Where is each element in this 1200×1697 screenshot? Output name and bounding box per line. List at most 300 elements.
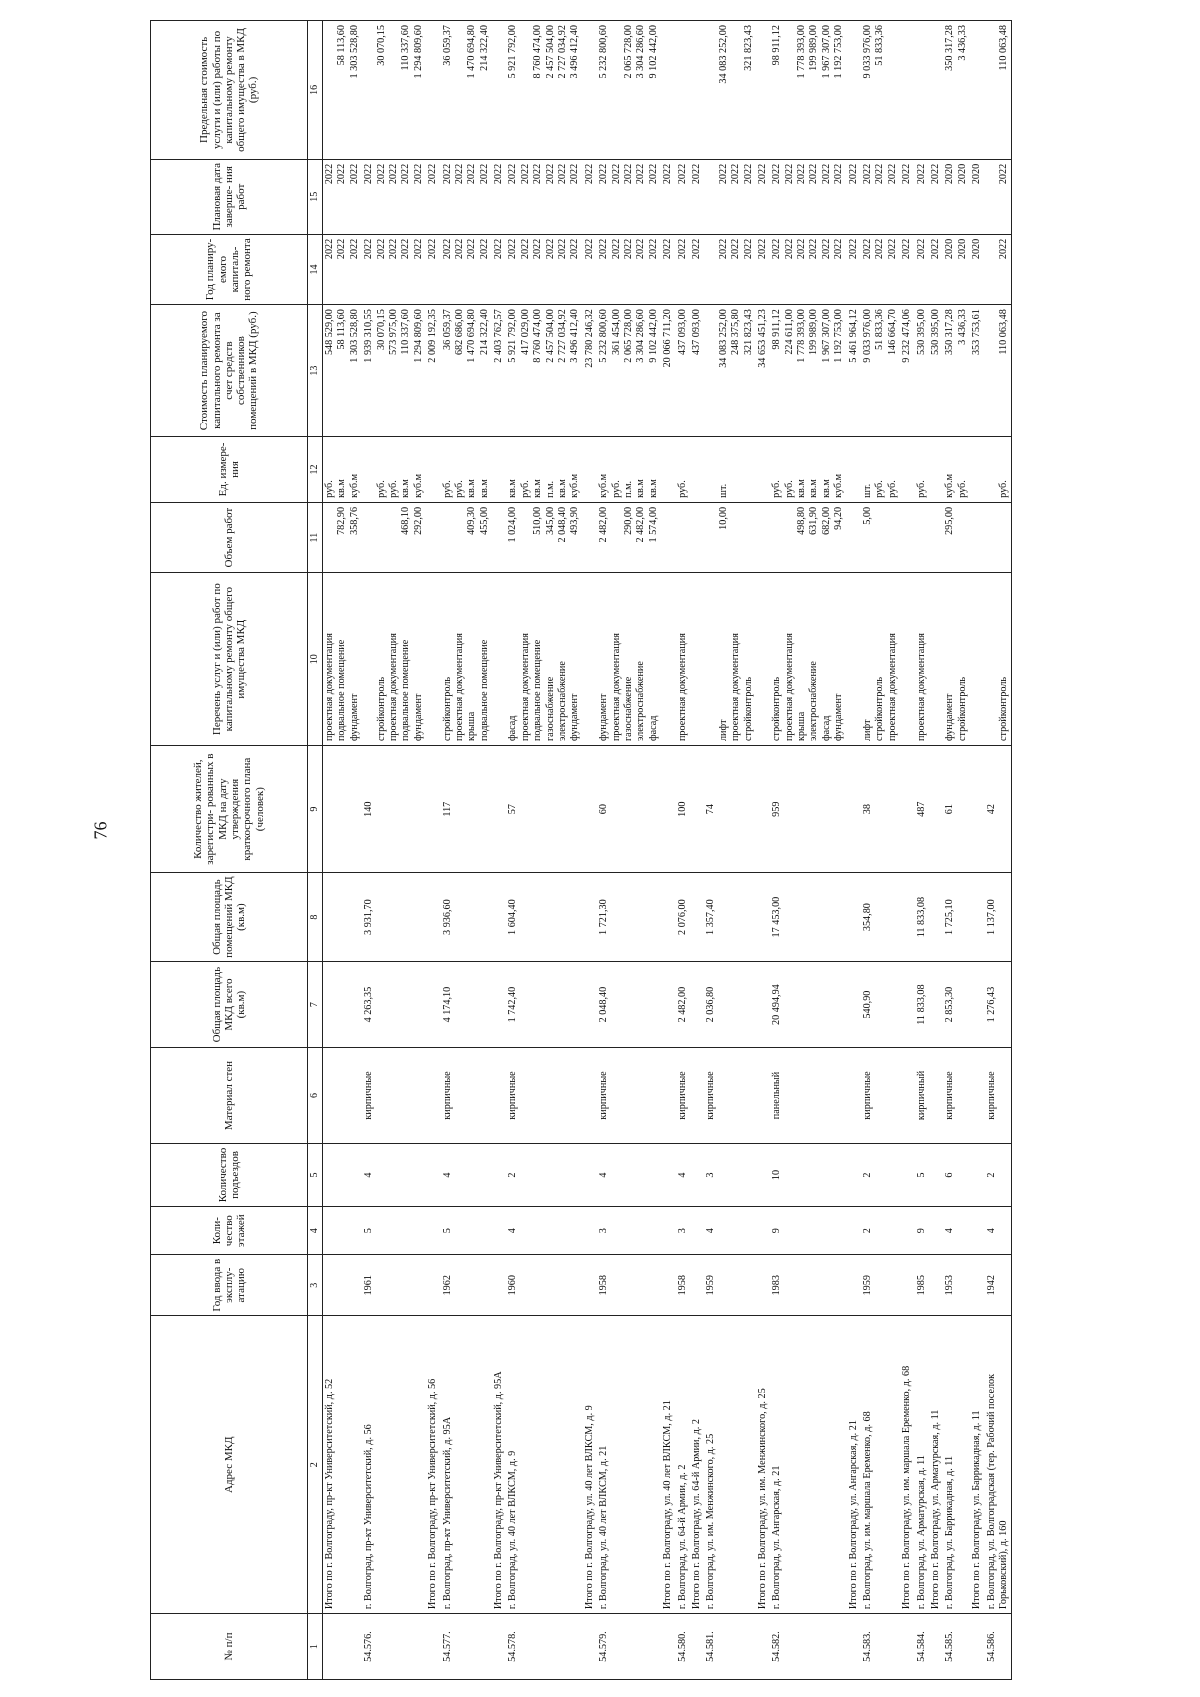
cell-residents bbox=[704, 746, 756, 873]
cell-volume-line: 1 574,00 bbox=[647, 506, 659, 543]
cell-volume-line bbox=[957, 507, 969, 568]
cell-end-year-line: 2022 bbox=[493, 163, 505, 185]
cell-cost bbox=[323, 305, 363, 437]
cell-plan-year-line: 2022 bbox=[387, 238, 399, 260]
cell-floors bbox=[900, 1207, 914, 1255]
table-row-building bbox=[770, 21, 846, 1680]
column-header: Ед. измере- ния bbox=[151, 437, 308, 503]
cell-year-built bbox=[492, 1255, 506, 1316]
cell-end-year bbox=[985, 159, 1012, 234]
cell-end-year-line: 2020 bbox=[971, 163, 983, 185]
cell-plan-year bbox=[985, 234, 1012, 304]
cell-number-value bbox=[848, 1618, 860, 1675]
cell-plan-year-line: 2022 bbox=[336, 238, 348, 260]
cell-limit-cost-line: 36 059,37 bbox=[441, 25, 453, 66]
cell-unit bbox=[492, 437, 506, 503]
cell-plan-year bbox=[362, 234, 426, 304]
column-number: 2 bbox=[308, 1316, 323, 1614]
cell-area-total-value: 540,90 bbox=[862, 990, 874, 1019]
cell-wall-material-value bbox=[662, 1052, 674, 1138]
cell-unit bbox=[506, 437, 582, 503]
cell-entrances-value bbox=[324, 1148, 336, 1203]
cell-entrances bbox=[362, 1143, 426, 1207]
cell-limit-cost-line: 2 065 728,00 bbox=[622, 25, 634, 79]
cell-unit-line: кв.м bbox=[532, 479, 544, 498]
cell-volume-line: 358,76 bbox=[348, 506, 360, 535]
cell-residents bbox=[900, 746, 914, 873]
cell-floors bbox=[583, 1207, 597, 1255]
cell-volume-line: 498,80 bbox=[796, 506, 808, 535]
table-row-building bbox=[704, 21, 756, 1680]
cell-area-total-value: 2 048,40 bbox=[598, 986, 610, 1023]
cell-number bbox=[985, 1614, 1012, 1680]
cell-residents-value bbox=[848, 750, 860, 868]
cell-volume-line bbox=[363, 507, 375, 568]
cell-unit bbox=[583, 437, 597, 503]
cell-volume-line bbox=[998, 507, 1010, 568]
cell-area-total bbox=[583, 961, 597, 1047]
cell-cost-line: 9 232 474,06 bbox=[901, 309, 913, 363]
cell-wall-material-value: кирпичные bbox=[862, 1071, 874, 1120]
cell-area-total-value: 4 263,35 bbox=[363, 986, 375, 1023]
cell-wall-material bbox=[770, 1048, 846, 1143]
cell-unit bbox=[943, 437, 970, 503]
cell-limit-cost bbox=[583, 21, 597, 160]
cell-area-rooms-value: 3 936,60 bbox=[441, 899, 453, 935]
cell-end-year-line: 2022 bbox=[771, 163, 783, 185]
cell-area-total bbox=[915, 961, 929, 1047]
cell-works bbox=[929, 573, 943, 746]
cell-limit-cost bbox=[676, 21, 690, 160]
cell-volume-line bbox=[388, 507, 400, 568]
cell-floors-value bbox=[493, 1211, 505, 1250]
cell-unit bbox=[690, 437, 704, 503]
cell-works-line: проектная документация bbox=[915, 633, 927, 742]
cell-number-value: 54.579. bbox=[598, 1631, 610, 1662]
cell-limit-cost-line: 214 322,40 bbox=[478, 25, 490, 71]
cell-unit bbox=[929, 437, 943, 503]
cell-works-line: крыша bbox=[466, 711, 478, 742]
cell-works-line: подвальное помещение bbox=[532, 639, 544, 742]
cell-works bbox=[915, 573, 929, 746]
cell-end-year bbox=[929, 159, 943, 234]
cell-volume bbox=[900, 502, 914, 572]
cell-entrances-value bbox=[901, 1148, 913, 1203]
cell-year-built-value: 1959 bbox=[705, 1275, 717, 1296]
cell-plan-year bbox=[847, 234, 861, 304]
cell-plan-year-line: 2022 bbox=[808, 238, 820, 260]
cell-number-value bbox=[757, 1618, 769, 1675]
cell-entrances-value: 10 bbox=[771, 1169, 783, 1181]
column-number: 6 bbox=[308, 1048, 323, 1143]
cell-works-line: фасад bbox=[647, 715, 659, 742]
cell-volume-line bbox=[887, 507, 899, 568]
cell-area-total bbox=[597, 961, 661, 1047]
cell-cost bbox=[770, 305, 846, 437]
cell-address-line: Горьковский), д. 160 bbox=[997, 1520, 1009, 1610]
cell-end-year bbox=[915, 159, 929, 234]
cell-area-total-value: 2 482,00 bbox=[676, 986, 688, 1023]
cell-unit bbox=[704, 437, 756, 503]
cell-end-year-line: 2022 bbox=[662, 163, 674, 185]
cell-unit-line: руб. bbox=[771, 480, 783, 498]
cell-volume bbox=[943, 502, 970, 572]
cell-plan-year-line: 2022 bbox=[886, 238, 898, 260]
cell-end-year bbox=[583, 159, 597, 234]
cell-area-total-value bbox=[493, 966, 505, 1043]
cell-number bbox=[323, 1614, 363, 1680]
cell-plan-year-line: 2022 bbox=[375, 238, 387, 260]
cell-number bbox=[847, 1614, 861, 1680]
cell-unit bbox=[915, 437, 929, 503]
cell-area-total-value: 20 494,94 bbox=[771, 984, 783, 1025]
cell-address bbox=[506, 1316, 582, 1614]
cell-wall-material bbox=[915, 1048, 929, 1143]
cell-unit bbox=[441, 437, 493, 503]
cell-residents-value bbox=[901, 750, 913, 868]
cell-year-built-value bbox=[848, 1259, 860, 1311]
cell-plan-year-line: 2022 bbox=[796, 238, 808, 260]
cell-end-year-line: 2022 bbox=[519, 163, 531, 185]
cell-plan-year-line: 2022 bbox=[557, 238, 569, 260]
cell-plan-year-line: 2022 bbox=[348, 238, 360, 260]
cell-residents-value: 100 bbox=[676, 801, 688, 817]
cell-volume-line bbox=[784, 507, 796, 568]
cell-residents bbox=[492, 746, 506, 873]
cell-works-line: фундамент bbox=[944, 693, 956, 742]
cell-number bbox=[362, 1614, 426, 1680]
cell-number bbox=[492, 1614, 506, 1680]
cell-end-year-line: 2022 bbox=[336, 163, 348, 185]
cell-volume-line: 455,00 bbox=[478, 506, 490, 535]
cell-limit-cost bbox=[985, 21, 1012, 160]
cell-floors-value bbox=[901, 1211, 913, 1250]
cell-plan-year-line: 2022 bbox=[771, 238, 783, 260]
cell-year-built bbox=[506, 1255, 582, 1316]
cell-year-built bbox=[970, 1255, 984, 1316]
cell-works-line: электроснабжение bbox=[635, 661, 647, 742]
cell-end-year-line: 2022 bbox=[874, 163, 886, 185]
cell-limit-cost-line: 3 496 412,40 bbox=[569, 25, 581, 79]
cell-area-total bbox=[426, 961, 440, 1047]
cell-floors bbox=[597, 1207, 661, 1255]
cell-limit-cost-line bbox=[662, 25, 674, 155]
cell-area-rooms-value: 1 721,30 bbox=[598, 899, 610, 935]
cell-end-year bbox=[661, 159, 675, 234]
cell-cost bbox=[690, 305, 704, 437]
cell-area-total bbox=[900, 961, 914, 1047]
cell-entrances bbox=[985, 1143, 1012, 1207]
cell-floors bbox=[661, 1207, 675, 1255]
cell-unit-line: руб. bbox=[874, 480, 886, 498]
cell-volume-line: 292,00 bbox=[412, 506, 424, 535]
cell-entrances bbox=[704, 1143, 756, 1207]
cell-unit-line: руб. bbox=[783, 480, 795, 498]
column-header: Объем работ bbox=[151, 502, 308, 572]
cell-limit-cost-line bbox=[324, 25, 336, 155]
cell-cost bbox=[943, 305, 970, 437]
cell-area-total-value: 1 276,43 bbox=[985, 986, 997, 1023]
cell-address bbox=[985, 1316, 1012, 1614]
cell-plan-year-line: 2022 bbox=[647, 238, 659, 260]
cell-plan-year-line: 2022 bbox=[441, 238, 453, 260]
cell-floors bbox=[441, 1207, 493, 1255]
cell-area-rooms bbox=[676, 873, 690, 962]
cell-residents bbox=[323, 746, 363, 873]
cell-limit-cost bbox=[441, 21, 493, 160]
cell-plan-year-line: 2022 bbox=[901, 238, 913, 260]
cell-address-line: Итого по г. Волгограду, ул. Ангарская, д. 21 bbox=[847, 1420, 859, 1610]
cell-works-line bbox=[971, 577, 983, 741]
cell-volume-line bbox=[874, 507, 886, 568]
cell-area-total-value: 1 742,40 bbox=[507, 986, 519, 1023]
cell-cost-line: 20 066 711,20 bbox=[662, 309, 674, 368]
cell-residents-value: 487 bbox=[915, 801, 927, 817]
cell-residents-value bbox=[691, 750, 703, 868]
cell-works-line: лифт bbox=[862, 719, 874, 742]
cell-year-built-value: 1958 bbox=[598, 1275, 610, 1296]
cell-address-line: Итого по г. Волгограду, ул. Баррикадная, д. 11 bbox=[971, 1410, 983, 1610]
cell-residents-value: 60 bbox=[598, 804, 610, 815]
cell-volume-line: 290,00 bbox=[622, 506, 634, 535]
cell-residents bbox=[756, 746, 770, 873]
capital-repair-register-table bbox=[150, 20, 1012, 1680]
cell-wall-material bbox=[690, 1048, 704, 1143]
cell-plan-year-line: 2022 bbox=[833, 238, 845, 260]
cell-wall-material-value: кирпичные bbox=[441, 1071, 453, 1120]
cell-area-total-value: 2 036,80 bbox=[705, 986, 717, 1023]
cell-volume-line bbox=[743, 507, 755, 568]
cell-wall-material-value: панельный bbox=[771, 1071, 783, 1120]
cell-volume-line: 409,30 bbox=[466, 506, 478, 535]
cell-cost-line: 321 823,43 bbox=[742, 309, 754, 356]
cell-residents-value bbox=[493, 750, 505, 868]
cell-address bbox=[676, 1316, 690, 1614]
cell-wall-material bbox=[756, 1048, 770, 1143]
cell-volume-line bbox=[930, 507, 942, 568]
cell-limit-cost bbox=[704, 21, 756, 160]
page-number: 76 bbox=[90, 821, 111, 840]
cell-volume-line bbox=[901, 507, 913, 568]
cell-plan-year-line: 2022 bbox=[742, 238, 754, 260]
cell-unit-line: кв.м bbox=[808, 479, 820, 498]
cell-year-built bbox=[362, 1255, 426, 1316]
cell-entrances-value: 6 bbox=[944, 1172, 956, 1178]
cell-works-line bbox=[848, 577, 860, 741]
cell-works-line: проектная документация bbox=[324, 633, 335, 742]
cell-entrances-value: 3 bbox=[705, 1172, 717, 1178]
cell-address bbox=[970, 1316, 984, 1614]
cell-floors-value: 5 bbox=[363, 1228, 375, 1234]
cell-end-year-line: 2022 bbox=[862, 163, 874, 185]
cell-end-year-line bbox=[986, 164, 998, 230]
cell-address bbox=[847, 1316, 861, 1614]
cell-end-year-line: 2022 bbox=[796, 163, 808, 185]
cell-area-total bbox=[323, 961, 363, 1047]
cell-cost-line: 214 322,40 bbox=[478, 309, 490, 356]
cell-number bbox=[661, 1614, 675, 1680]
cell-works-line: проектная документация bbox=[387, 633, 399, 742]
cell-number bbox=[900, 1614, 914, 1680]
cell-plan-year-line: 2022 bbox=[544, 238, 556, 260]
cell-volume-line bbox=[705, 507, 717, 568]
cell-end-year bbox=[847, 159, 861, 234]
cell-address-line: Итого по г. Волгограду, ул. 64-й Армии, д. 2 bbox=[690, 1419, 702, 1610]
cell-number-value bbox=[971, 1618, 983, 1675]
cell-end-year bbox=[597, 159, 661, 234]
cell-residents bbox=[985, 746, 1012, 873]
cell-residents bbox=[441, 746, 493, 873]
cell-unit-line: руб. bbox=[610, 480, 622, 498]
cell-plan-year-line bbox=[705, 239, 717, 300]
cell-number-value bbox=[493, 1618, 505, 1675]
cell-area-total bbox=[770, 961, 846, 1047]
cell-limit-cost-line: 3 436,33 bbox=[956, 25, 968, 61]
cell-limit-cost-line bbox=[901, 25, 913, 155]
cell-volume-line: 2 048,40 bbox=[557, 506, 569, 543]
cell-area-total-value: 4 174,10 bbox=[441, 986, 453, 1023]
cell-unit-line: кв.м bbox=[466, 479, 478, 498]
cell-unit-line: руб. bbox=[886, 480, 898, 498]
table-row-total bbox=[756, 21, 770, 1680]
cell-year-built bbox=[676, 1255, 690, 1316]
cell-year-built-value: 1959 bbox=[862, 1275, 874, 1296]
cell-area-rooms-value bbox=[757, 877, 769, 957]
cell-limit-cost bbox=[900, 21, 914, 160]
cell-end-year-line: 2022 bbox=[929, 163, 941, 185]
table-row-total bbox=[583, 21, 597, 1680]
cell-end-year bbox=[943, 159, 970, 234]
cell-area-rooms-value bbox=[691, 877, 703, 957]
cell-works-line: крыша bbox=[796, 711, 808, 742]
cell-area-rooms-value: 1 357,40 bbox=[705, 899, 717, 935]
cell-area-total bbox=[970, 961, 984, 1047]
cell-area-total bbox=[661, 961, 675, 1047]
cell-cost bbox=[441, 305, 493, 437]
cell-floors bbox=[690, 1207, 704, 1255]
cell-year-built-value: 1983 bbox=[771, 1275, 783, 1296]
cell-end-year-line: 2022 bbox=[598, 163, 610, 185]
cell-volume-line: 345,00 bbox=[544, 506, 556, 535]
cell-end-year-line: 2022 bbox=[441, 163, 453, 185]
table-header bbox=[151, 21, 323, 1680]
cell-works bbox=[861, 573, 900, 746]
column-header: Количество жителей, зарегистри- рованных в МКД на дату утверждения краткосрочного плана (человек) bbox=[151, 746, 308, 873]
cell-area-total-value bbox=[971, 966, 983, 1043]
cell-works-line: подвальное помещение bbox=[336, 639, 348, 742]
cell-plan-year bbox=[492, 234, 506, 304]
table-row-building bbox=[597, 21, 661, 1680]
cell-area-total-value bbox=[324, 966, 336, 1043]
cell-entrances-value: 2 bbox=[985, 1172, 997, 1178]
cell-limit-cost-line bbox=[388, 25, 400, 155]
cell-volume-line bbox=[771, 507, 783, 568]
cell-works bbox=[847, 573, 861, 746]
cell-unit-line: руб. bbox=[441, 480, 453, 498]
cell-number-value: 54.576. bbox=[363, 1631, 375, 1662]
cell-cost-line: 9 102 442,00 bbox=[647, 309, 659, 363]
cell-area-rooms-value: 17 453,00 bbox=[771, 896, 783, 938]
cell-volume-line: 2 482,00 bbox=[598, 506, 610, 543]
cell-area-total bbox=[985, 961, 1012, 1047]
cell-unit bbox=[985, 437, 1012, 503]
cell-works-line: проектная документация bbox=[610, 633, 622, 742]
cell-end-year-line: 2020 bbox=[956, 163, 968, 185]
cell-volume bbox=[704, 502, 756, 572]
column-header: Стоимость планируемого капитального ремонта за счет средств собственников помещений в МКД (руб.) bbox=[151, 305, 308, 437]
cell-floors-value: 4 bbox=[705, 1228, 717, 1234]
cell-end-year-line: 2022 bbox=[676, 163, 688, 185]
column-number: 3 bbox=[308, 1255, 323, 1316]
cell-unit-line: шт. bbox=[862, 483, 874, 498]
cell-plan-year-line: 2020 bbox=[944, 238, 956, 260]
cell-number-value: 54.586. bbox=[985, 1631, 997, 1662]
cell-number bbox=[690, 1614, 704, 1680]
cell-unit-line bbox=[848, 441, 860, 498]
cell-plan-year bbox=[506, 234, 582, 304]
cell-works-line bbox=[930, 577, 942, 741]
cell-works-line bbox=[427, 577, 439, 741]
cell-end-year-line: 2022 bbox=[820, 163, 832, 185]
cell-limit-cost-line bbox=[691, 25, 703, 155]
column-number: 1 bbox=[308, 1614, 323, 1680]
cell-area-total bbox=[690, 961, 704, 1047]
cell-unit-line bbox=[691, 441, 703, 498]
cell-plan-year-line: 2022 bbox=[400, 238, 412, 260]
cell-floors bbox=[985, 1207, 1012, 1255]
cell-number bbox=[915, 1614, 929, 1680]
cell-unit-line bbox=[730, 441, 742, 498]
cell-area-rooms-value bbox=[584, 877, 596, 957]
cell-residents-value: 57 bbox=[507, 804, 519, 815]
cell-area-rooms-value: 3 931,70 bbox=[363, 899, 375, 935]
cell-year-built bbox=[900, 1255, 914, 1316]
cell-end-year-line bbox=[705, 164, 717, 230]
cell-area-total bbox=[506, 961, 582, 1047]
cell-volume bbox=[861, 502, 900, 572]
cell-works bbox=[970, 573, 984, 746]
cell-wall-material bbox=[492, 1048, 506, 1143]
cell-address-line: г. Волгоград, ул. Арматурская, д. 11 bbox=[915, 1455, 927, 1610]
cell-plan-year-line: 2022 bbox=[598, 238, 610, 260]
table-row-building bbox=[506, 21, 582, 1680]
cell-area-rooms bbox=[690, 873, 704, 962]
cell-works bbox=[441, 573, 493, 746]
cell-number bbox=[943, 1614, 970, 1680]
cell-works bbox=[900, 573, 914, 746]
cell-residents bbox=[943, 746, 970, 873]
cell-year-built bbox=[929, 1255, 943, 1316]
cell-residents-value: 61 bbox=[944, 804, 956, 815]
cell-plan-year-line: 2022 bbox=[847, 238, 859, 260]
cell-area-rooms-value: 1 725,10 bbox=[944, 899, 956, 935]
cell-residents-value: 140 bbox=[363, 801, 375, 817]
cell-year-built bbox=[756, 1255, 770, 1316]
cell-cost-line: 361 454,00 bbox=[610, 309, 622, 356]
cell-cost-line: 548 529,00 bbox=[324, 309, 335, 356]
cell-limit-cost bbox=[929, 21, 943, 160]
cell-entrances-value bbox=[848, 1148, 860, 1203]
cell-area-rooms bbox=[426, 873, 440, 962]
cell-year-built bbox=[847, 1255, 861, 1316]
cell-cost-line: 1 294 809,60 bbox=[412, 309, 424, 363]
cell-unit-line: кв.м bbox=[557, 479, 569, 498]
cell-cost-line: 1 470 694,80 bbox=[466, 309, 478, 363]
cell-cost-line: 51 833,36 bbox=[874, 309, 886, 350]
cell-area-total-value bbox=[848, 966, 860, 1043]
cell-cost-line bbox=[986, 309, 998, 432]
cell-wall-material-value: кирпичные bbox=[705, 1071, 717, 1120]
